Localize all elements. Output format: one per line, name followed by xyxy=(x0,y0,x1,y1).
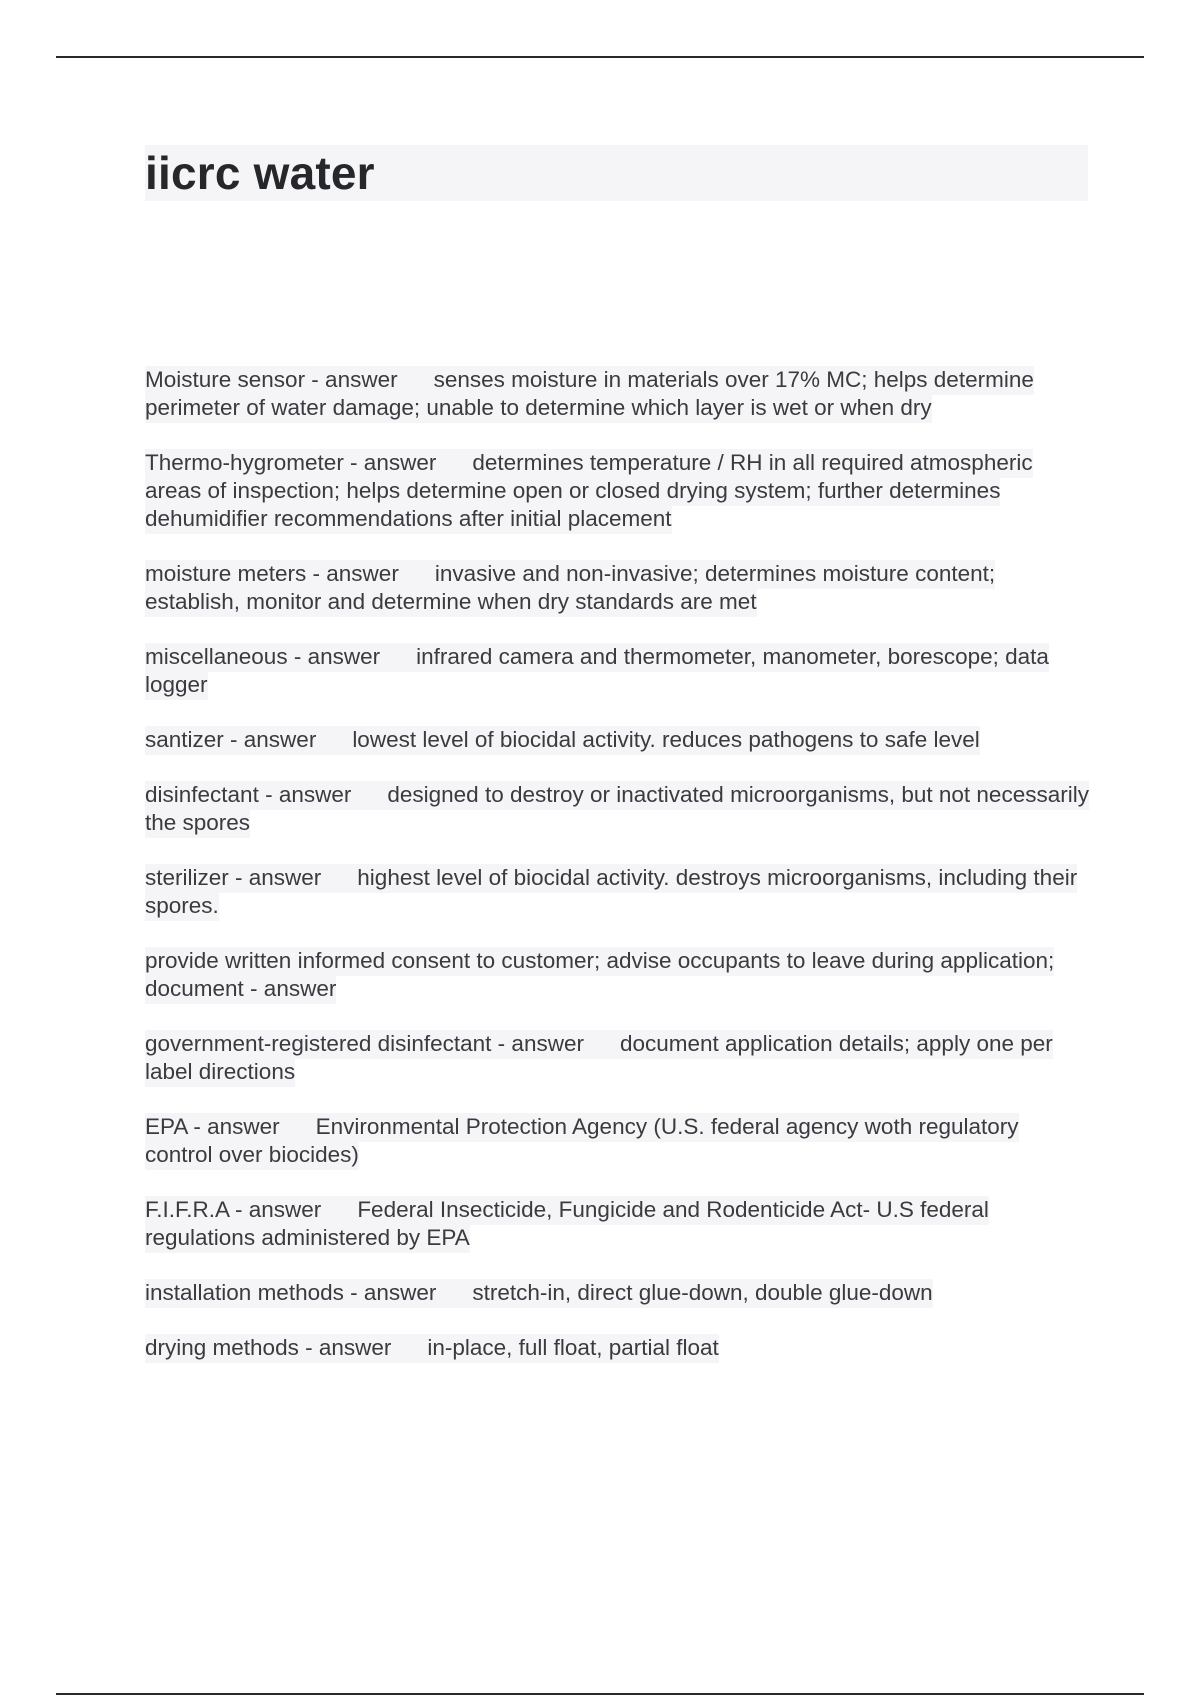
entry-definition: invasive and non-invasive; determines moisture content; establish, monitor and determine when dry standards are met xyxy=(145,561,996,614)
document-title: iicrc water xyxy=(145,147,375,199)
flashcard-entry xyxy=(145,1113,1090,1169)
entry-term: sterilizer - answer xyxy=(145,865,322,890)
entry-definition: infrared camera and thermometer, manometer, borescope; data logger xyxy=(145,644,1049,697)
flashcard-entry xyxy=(145,947,1090,1003)
entry-term: disinfectant - answer xyxy=(145,782,352,807)
flashcard-entry xyxy=(145,449,1090,533)
entry-term: F.I.F.R.A - answer xyxy=(145,1197,322,1222)
flashcard-entry xyxy=(145,366,1090,422)
entry-term: miscellaneous - answer xyxy=(145,644,381,669)
entry-term: santizer - answer xyxy=(145,727,317,752)
entry-definition: determines temperature / RH in all required atmospheric areas of inspection; helps determine open or closed drying system; further determines dehumidifier recommendations after initial placement xyxy=(145,450,1033,531)
footer-rule xyxy=(56,1693,1144,1695)
flashcard-entry xyxy=(145,560,1090,616)
entry-term: government-registered disinfectant - answer xyxy=(145,1031,584,1056)
entry-definition: senses moisture in materials over 17% MC; helps determine perimeter of water damage; unable to determine which layer is wet or when dry xyxy=(145,367,1034,420)
flashcard-entry xyxy=(145,1030,1090,1086)
entry-term: EPA - answer xyxy=(145,1114,280,1139)
flashcard-entry xyxy=(145,1334,1090,1362)
entry-definition: highest level of biocidal activity. destroys microorganisms, including their spores. xyxy=(145,865,1078,918)
entry-definition: document application details; apply one per label directions xyxy=(145,1031,1053,1084)
flashcard-list xyxy=(145,366,1090,1389)
flashcard-entry xyxy=(145,1279,1090,1307)
entry-definition: stretch-in, direct glue-down, double glue-down xyxy=(472,1280,933,1305)
flashcard-entry xyxy=(145,1196,1090,1252)
entry-definition: in-place, full float, partial float xyxy=(427,1335,719,1360)
entry-term: provide written informed consent to customer; advise occupants to leave during application; document - answer xyxy=(145,948,1055,1001)
entry-term: Moisture sensor - answer xyxy=(145,367,398,392)
entry-term: Thermo-hygrometer - answer xyxy=(145,450,437,475)
flashcard-entry xyxy=(145,864,1090,920)
entry-definition: lowest level of biocidal activity. reduces pathogens to safe level xyxy=(352,727,980,752)
flashcard-entry xyxy=(145,781,1090,837)
entry-term: installation methods - answer xyxy=(145,1280,437,1305)
entry-definition: designed to destroy or inactivated microorganisms, but not necessarily the spores xyxy=(145,782,1089,835)
entry-definition: Federal Insecticide, Fungicide and Rodenticide Act- U.S federal regulations administered by EPA xyxy=(145,1197,989,1250)
entry-term: moisture meters - answer xyxy=(145,561,399,586)
entry-definition: Environmental Protection Agency (U.S. federal agency woth regulatory control over biocides) xyxy=(145,1114,1019,1167)
flashcard-entry xyxy=(145,643,1090,699)
header-rule xyxy=(56,56,1144,58)
flashcard-entry xyxy=(145,726,1090,754)
entry-term: drying methods - answer xyxy=(145,1335,392,1360)
